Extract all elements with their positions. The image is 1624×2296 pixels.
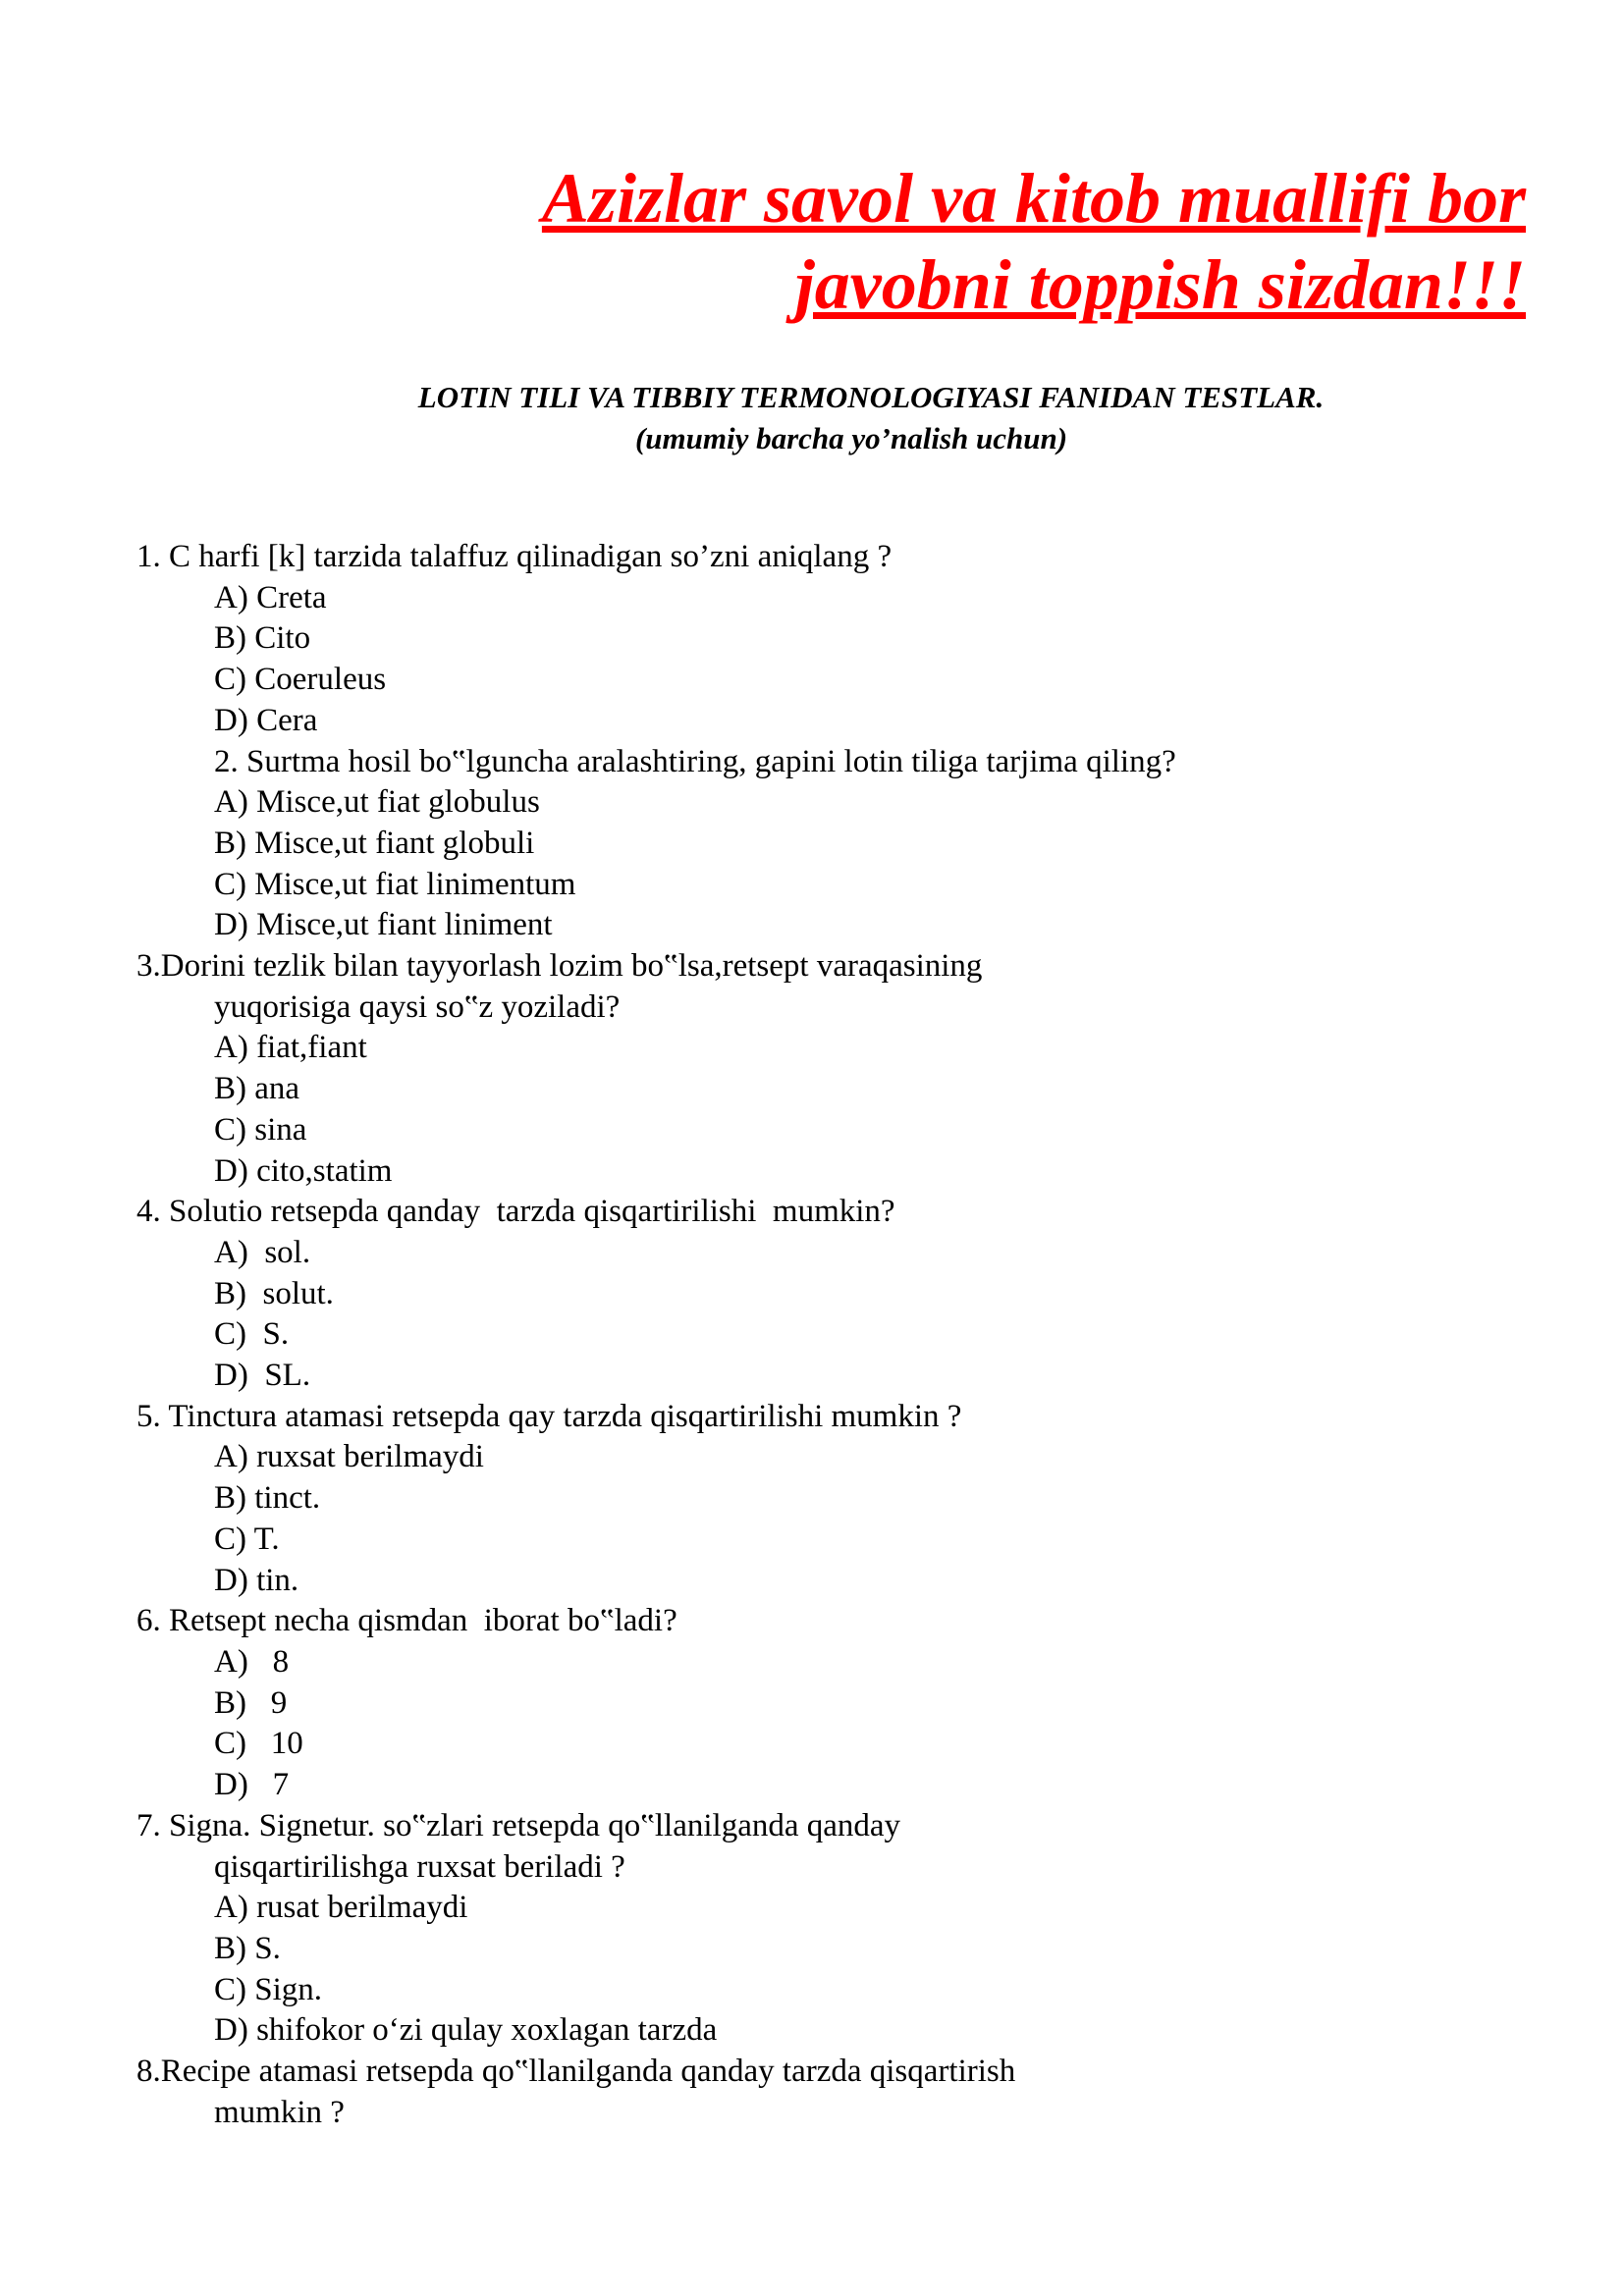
warning-banner-line-1: Azizlar savol va kitob muallifi bor bbox=[541, 159, 1526, 238]
question-block bbox=[136, 537, 1176, 742]
answer-option: B) 9 bbox=[214, 1684, 288, 1721]
question-block bbox=[136, 1806, 1176, 2052]
answer-option: A) rusat berilmaydi bbox=[214, 1890, 468, 1926]
answer-option: A) 8 bbox=[214, 1643, 290, 1680]
question-text: 7. Signa. Signetur. so‟zlari retsepda qo‟llanilganda qanday bbox=[136, 1807, 901, 1843]
question-text: mumkin ? bbox=[214, 2094, 345, 2130]
question-text: 4. Solutio retsepda qanday tarzda qisqartirilishi mumkin? bbox=[136, 1194, 895, 1230]
answer-option: D) cito,statim bbox=[214, 1152, 393, 1189]
answer-option: A) fiat,fiant bbox=[214, 1030, 367, 1066]
answer-option: D) tin. bbox=[214, 1562, 299, 1598]
question-block bbox=[136, 1601, 1176, 1806]
answer-option: D) SL. bbox=[214, 1358, 311, 1394]
answer-option: A) sol. bbox=[214, 1234, 311, 1270]
question-text: 6. Retsept necha qismdan iborat bo‟ladi? bbox=[136, 1603, 677, 1639]
answer-option: C) S. bbox=[214, 1316, 290, 1353]
answer-option: B) solut. bbox=[214, 1275, 334, 1311]
question-text: 5. Tinctura atamasi retsepda qay tarzda qisqartirilishi mumkin ? bbox=[136, 1398, 962, 1434]
answer-option: D) Cera bbox=[214, 702, 318, 738]
answer-option: D) 7 bbox=[214, 1767, 290, 1803]
answer-option: B) S. bbox=[214, 1930, 281, 1966]
answer-option: B) Cito bbox=[214, 620, 311, 657]
question-text: qisqartirilishga ruxsat beriladi ? bbox=[214, 1848, 625, 1885]
answer-option: A) Creta bbox=[214, 579, 327, 615]
question-list bbox=[136, 537, 1176, 2133]
answer-option: C) T. bbox=[214, 1521, 280, 1557]
answer-option: B) tinct. bbox=[214, 1480, 321, 1517]
question-text: yuqorisiga qaysi so‟z yoziladi? bbox=[214, 988, 621, 1025]
document-title: LOTIN TILI VA TIBBIY TERMONOLOGIYASI FANIDAN TESTLAR. bbox=[417, 380, 1325, 414]
question-text: 3.Dorini tezlik bilan tayyorlash lozim bo‟lsa,retsept varaqasining bbox=[136, 948, 983, 985]
answer-option: C) Coeruleus bbox=[214, 662, 387, 698]
answer-option: C) 10 bbox=[214, 1726, 303, 1762]
question-text: 2. Surtma hosil bo‟lguncha aralashtiring, gapini lotin tiliga tarjima qiling? bbox=[214, 743, 1176, 779]
warning-banner-line-2: javobni toppish sizdan!!! bbox=[794, 245, 1526, 324]
question-block bbox=[136, 2052, 1176, 2133]
answer-option: D) Misce,ut fiant liniment bbox=[214, 907, 553, 943]
answer-option: D) shifokor o‘zi qulay xoxlagan tarzda bbox=[214, 2012, 718, 2049]
document-subtitle: (umumiy barcha yo’nalish uchun) bbox=[634, 421, 1068, 455]
answer-option: C) Misce,ut fiat linimentum bbox=[214, 866, 576, 902]
question-block bbox=[136, 946, 1176, 1192]
question-text: 1. C harfi [k] tarzida talaffuz qilinadigan so’zni aniqlang ? bbox=[136, 539, 893, 574]
question-block bbox=[136, 1397, 1176, 1602]
answer-option: A) Misce,ut fiat globulus bbox=[214, 784, 540, 821]
answer-option: A) ruxsat berilmaydi bbox=[214, 1439, 484, 1475]
question-block bbox=[136, 1192, 1176, 1397]
question-block bbox=[136, 742, 1176, 947]
answer-option: C) Sign. bbox=[214, 1971, 323, 2007]
answer-option: B) ana bbox=[214, 1071, 300, 1107]
answer-option: C) sina bbox=[214, 1111, 307, 1148]
question-text: 8.Recipe atamasi retsepda qo‟llanilganda qanday tarzda qisqartirish bbox=[136, 2054, 1016, 2090]
answer-option: B) Misce,ut fiant globuli bbox=[214, 825, 535, 861]
warning-banner bbox=[542, 155, 1526, 328]
